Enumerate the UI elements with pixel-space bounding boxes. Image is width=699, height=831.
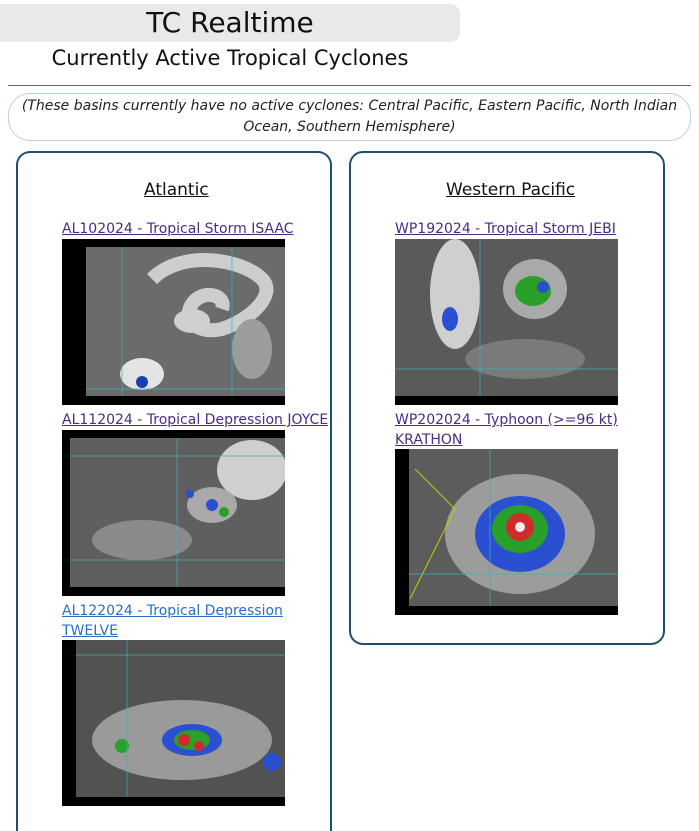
divider <box>8 85 691 86</box>
storm-link-wp202024[interactable]: WP202024 - Typhoon (>=96 kt) <box>395 412 618 428</box>
basin-title-atlantic: Atlantic <box>144 180 209 200</box>
image-caption-bar <box>395 396 618 405</box>
image-caption-bar <box>62 396 285 405</box>
page-subtitle: Currently Active Tropical Cyclones <box>51 46 409 70</box>
basin-title-western-pacific: Western Pacific <box>446 180 576 200</box>
satellite-ir-image <box>62 430 285 596</box>
storm-link-al112024[interactable]: AL112024 - Tropical Depression JOYCE <box>62 412 329 428</box>
satellite-ir-image <box>62 239 285 405</box>
image-border <box>395 449 409 615</box>
satellite-ir-image <box>395 239 618 405</box>
satellite-image-wp202024[interactable] <box>395 449 618 615</box>
inactive-basins-notice: (These basins currently have no active cyclones: Central Pacific, Eastern Pacific, North Indian Ocean, Southern Hemisphere) <box>8 93 691 141</box>
image-border <box>62 239 285 247</box>
image-caption-bar <box>62 797 285 806</box>
satellite-image-wp192024[interactable] <box>395 239 618 405</box>
image-border <box>62 430 285 438</box>
satellite-image-al102024[interactable] <box>62 239 285 405</box>
page-title: TC Realtime <box>146 6 314 39</box>
storm-link-wp192024[interactable]: WP192024 - Tropical Storm JEBI <box>395 221 616 237</box>
image-border <box>62 430 70 596</box>
image-border <box>62 640 76 806</box>
storm-link-wp202024-line2[interactable]: KRATHON <box>395 432 463 448</box>
storm-link-al102024[interactable]: AL102024 - Tropical Storm ISAAC <box>62 221 294 237</box>
satellite-image-al112024[interactable] <box>62 430 285 596</box>
image-border <box>62 239 86 405</box>
image-caption-bar <box>395 606 618 615</box>
storm-link-al122024-line2[interactable]: TWELVE <box>62 623 118 639</box>
satellite-ir-image <box>395 449 618 615</box>
satellite-ir-image <box>62 640 285 806</box>
image-caption-bar <box>62 587 285 596</box>
storm-link-al122024[interactable]: AL122024 - Tropical Depression <box>62 603 283 619</box>
satellite-image-al122024[interactable] <box>62 640 285 806</box>
